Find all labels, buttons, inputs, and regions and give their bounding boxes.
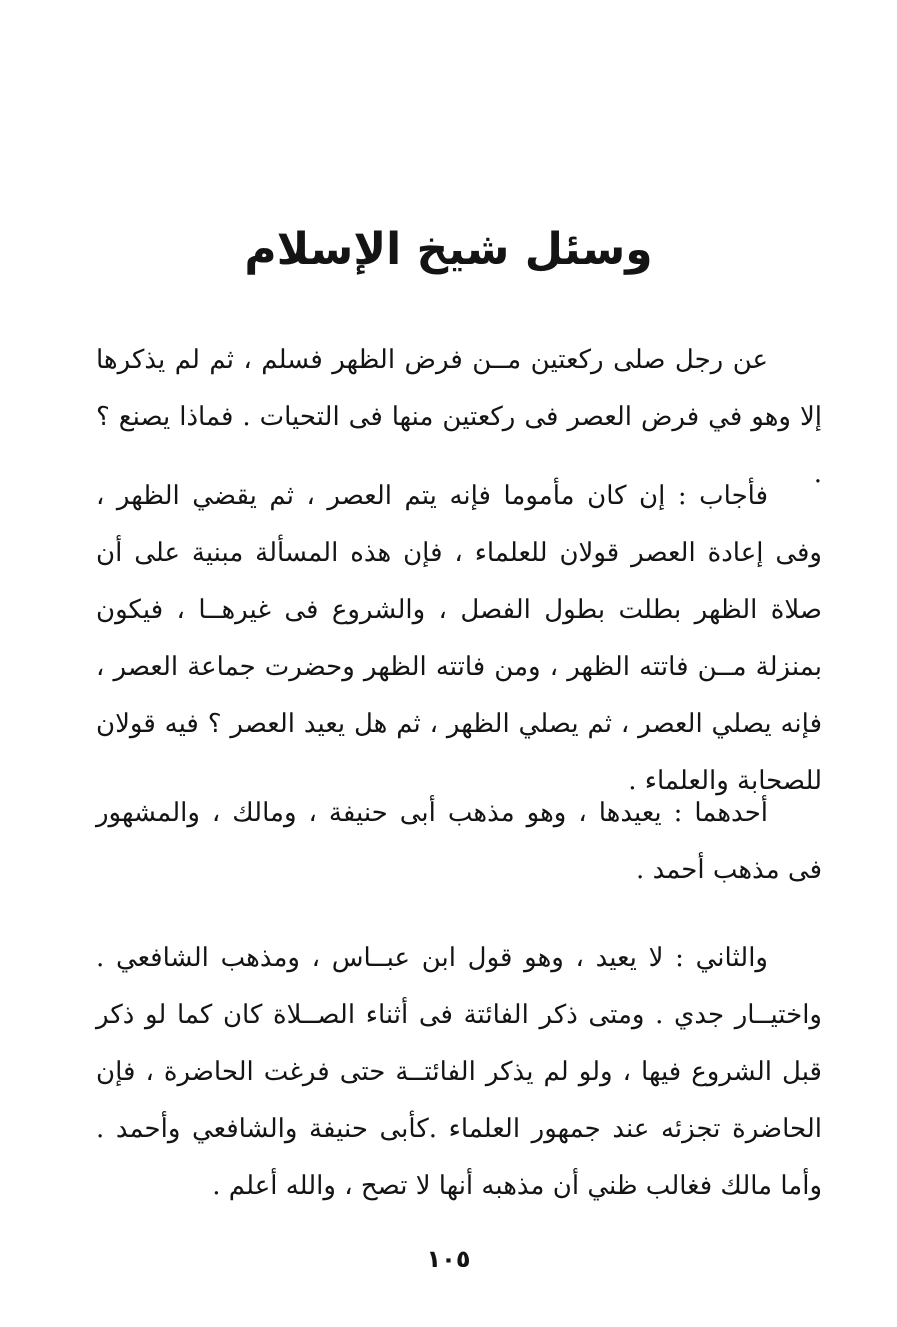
first-opinion-paragraph <box>96 785 822 899</box>
page-number: ١٠٥ <box>426 1245 471 1273</box>
answer-paragraph <box>96 468 822 810</box>
first-opinion-text: أحدهما : يعيدها ، وهو مذهب أبى حنيفة ، ومالك ، والمشهور فى مذهب أحمد . <box>96 798 822 885</box>
second-opinion-paragraph <box>96 930 822 1215</box>
answer-text: فأجاب : إن كان مأموما فإنه يتم العصر ، ثم يقضي الظهر ، وفى إعادة العصر قولان للعلماء ، فإن هذه المسألة مبنية على أن صلاة الظهر بطلت بطول الفصل ، والشروع فى غيرهــا ، فيكون بمنزلة مــن فاتته الظهر ، ومن فاتته الظهر وحضرت جماعة العصر ، فإنه يصلي العصر ، ثم يصلي الظهر ، ثم هل يعيد العصر ؟ فيه قولان للصحابة والعلماء . <box>96 481 822 796</box>
section-title: وسئل شيخ الإسلام <box>244 224 653 275</box>
second-opinion-text: والثاني : لا يعيد ، وهو قول ابن عبــاس ، ومذهب الشافعي . واختيــار جدي . ومتى ذكر الفائتة فى أثناء الصــلاة كان كما لو ذكر قبل الشروع فيها ، ولو لم يذكر الفائتــة حتى فرغت الحاضرة ، فإن الحاضرة تجزئه عند جمهور العلماء .كأبى حنيفة والشافعي وأحمد . وأما مالك فغالب ظني أن مذهبه أنها لا تصح ، والله أعلم . <box>96 943 822 1201</box>
question-text: عن رجل صلى ركعتين مــن فرض الظهر فسلم ، ثم لم يذكرها إلا وهو في فرض العصر فى ركعتين منها فى التحيات . فماذا يصنع ؟ . <box>96 345 822 489</box>
